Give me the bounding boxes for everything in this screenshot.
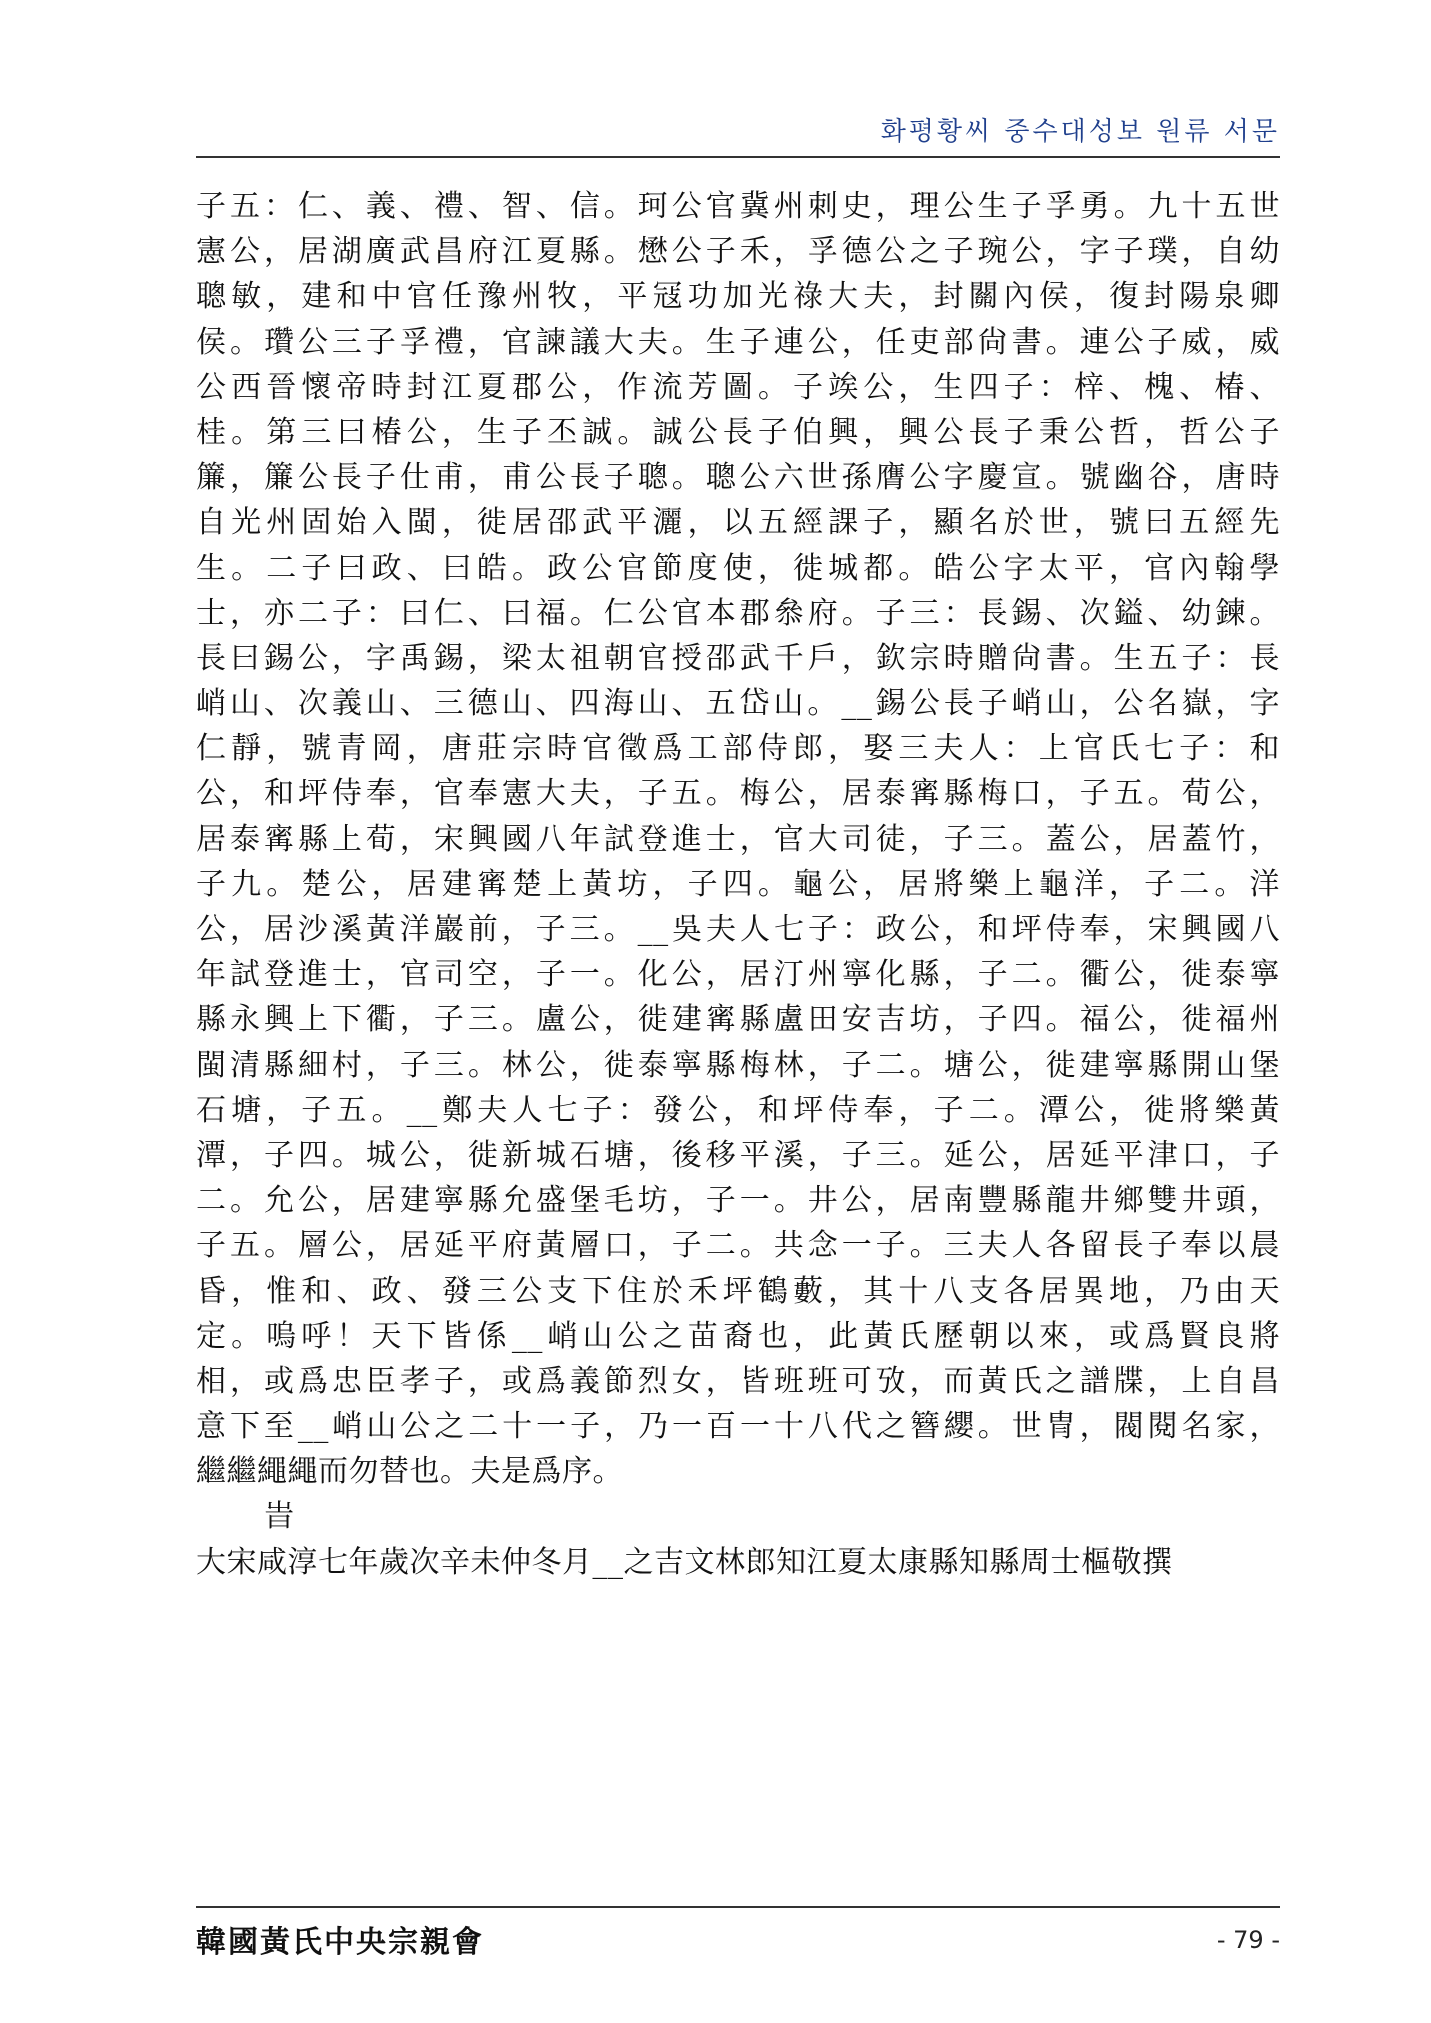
- text-line: 仁靜，號青岡，唐莊宗時官徵爲工部侍郎，娶三夫人：上官氏七子：和: [196, 731, 1280, 767]
- body-paragraph: [196, 184, 1280, 1494]
- text-line: 峭山、次義山、三德山、四海山、五岱山。__錫公長子峭山，公名嶽，字: [196, 686, 1280, 722]
- text-line: 公西晉懷帝時封江夏郡公，作流芳圖。子竢公，生四子：梓、槐、椿、: [196, 369, 1280, 405]
- text-line: 桂。第三曰椿公，生子丕誠。誠公長子伯興，興公長子秉公哲，哲公子: [196, 414, 1280, 450]
- closing-mark: 旹: [264, 1499, 295, 1535]
- main-text: [196, 184, 1280, 1585]
- text-line: 閩清縣細村，子三。林公，徙泰寧縣梅林，子二。塘公，徙建寧縣開山堡: [196, 1047, 1280, 1083]
- header-title: 화평황씨 중수대성보 원류 서문: [880, 117, 1280, 147]
- text-line: 生。二子曰政、曰皓。政公官節度使，徙城都。皓公字太平，官內翰學: [196, 550, 1280, 586]
- text-line: 二。允公，居建寧縣允盛堡毛坊，子一。井公，居南豐縣龍井鄉雙井頭，: [196, 1183, 1280, 1219]
- text-line: 意下至__峭山公之二十一子，乃一百一十八代之簪纓。世冑，閥閱名家，: [196, 1409, 1280, 1445]
- text-line: 子五：仁、義、禮、智、信。珂公官冀州刺史，理公生子孚勇。九十五世: [196, 189, 1280, 224]
- text-line: 自光州固始入閩，徙居邵武平灑，以五經課子，顯名於世，號曰五經先: [196, 505, 1280, 541]
- text-line: 石塘，子五。__鄭夫人七子：發公，和坪侍奉，子二。潭公，徙將樂黃: [196, 1092, 1280, 1128]
- page-number: - 79 -: [1216, 1926, 1280, 1954]
- text-line: 簾，簾公長子仕甫，甫公長子聰。聰公六世孫膺公字慶宣。號幽谷，唐時: [196, 460, 1280, 496]
- text-line: 潭，子四。城公，徙新城石塘，後移平溪，子三。延公，居延平津口，子: [196, 1137, 1280, 1173]
- text-line: 年試登進士，官司空，子一。化公，居汀州寧化縣，子二。衢公，徙泰寧: [196, 957, 1280, 993]
- text-line: 聰敏，建和中官任豫州牧，平冦功加光祿大夫，封關內侯，復封陽泉卿: [196, 279, 1280, 315]
- text-line: 憲公，居湖廣武昌府江夏縣。懋公子禾，孚德公之子琬公，字子璞，自幼: [196, 234, 1280, 270]
- page-header: [196, 112, 1280, 156]
- header-divider: [196, 156, 1280, 158]
- organization-name: 韓國黃氏中央宗親會: [196, 1925, 484, 1960]
- text-line: 公，和坪侍奉，官奉憲大夫，子五。梅公，居泰寗縣梅口，子五。荀公，: [196, 776, 1280, 812]
- text-line: 定。嗚呼！天下皆係__峭山公之苗裔也，此黃氏歷朝以來，或爲賢良將: [196, 1318, 1280, 1354]
- text-line: 士，亦二子：曰仁、曰福。仁公官本郡叅府。子三：長錫、次鎰、幼鍊。: [196, 595, 1280, 631]
- footer-organization-logo: [196, 1916, 484, 1962]
- text-line: 繼繼繩繩而勿替也。夫是爲序。: [196, 1454, 623, 1490]
- text-line: 縣永興上下衢，子三。盧公，徙建寗縣盧田安吉坊，子四。福公，徙福州: [196, 1002, 1280, 1038]
- text-line: 公，居沙溪黃洋巖前，子三。__吳夫人七子：政公，和坪侍奉，宋興國八: [196, 912, 1280, 947]
- text-line: 長曰錫公，字禹錫，梁太祖朝官授邵武千戶，欽宗時贈尙書。生五子：長: [196, 640, 1280, 676]
- footer-divider: [196, 1906, 1280, 1908]
- text-line: 相，或爲忠臣孝子，或爲義節烈女，皆班班可攷，而黃氏之譜牒，上自昌: [196, 1363, 1280, 1399]
- text-line: 侯。瓚公三子孚禮，官諫議大夫。生子連公，任吏部尙書。連公子威，威: [196, 324, 1280, 360]
- text-line: 居泰寗縣上荀，宋興國八年試登進士，官大司徒，子三。蓋公，居蓋竹，: [196, 821, 1280, 857]
- text-line: 昏，惟和、政、發三公支下住於禾坪鶴藪，其十八支各居異地，乃由天: [196, 1273, 1280, 1309]
- text-line: 子五。層公，居延平府黃層口，子二。共念一子。三夫人各留長子奉以晨: [196, 1228, 1280, 1264]
- text-line: 子九。楚公，居建寗楚上黃坊，子四。龜公，居將樂上龜洋，子二。洋: [196, 866, 1280, 902]
- signature-line: 大宋咸淳七年歲次辛未仲冬月__之吉文林郎知江夏太康縣知縣周士樞敬撰: [196, 1544, 1173, 1580]
